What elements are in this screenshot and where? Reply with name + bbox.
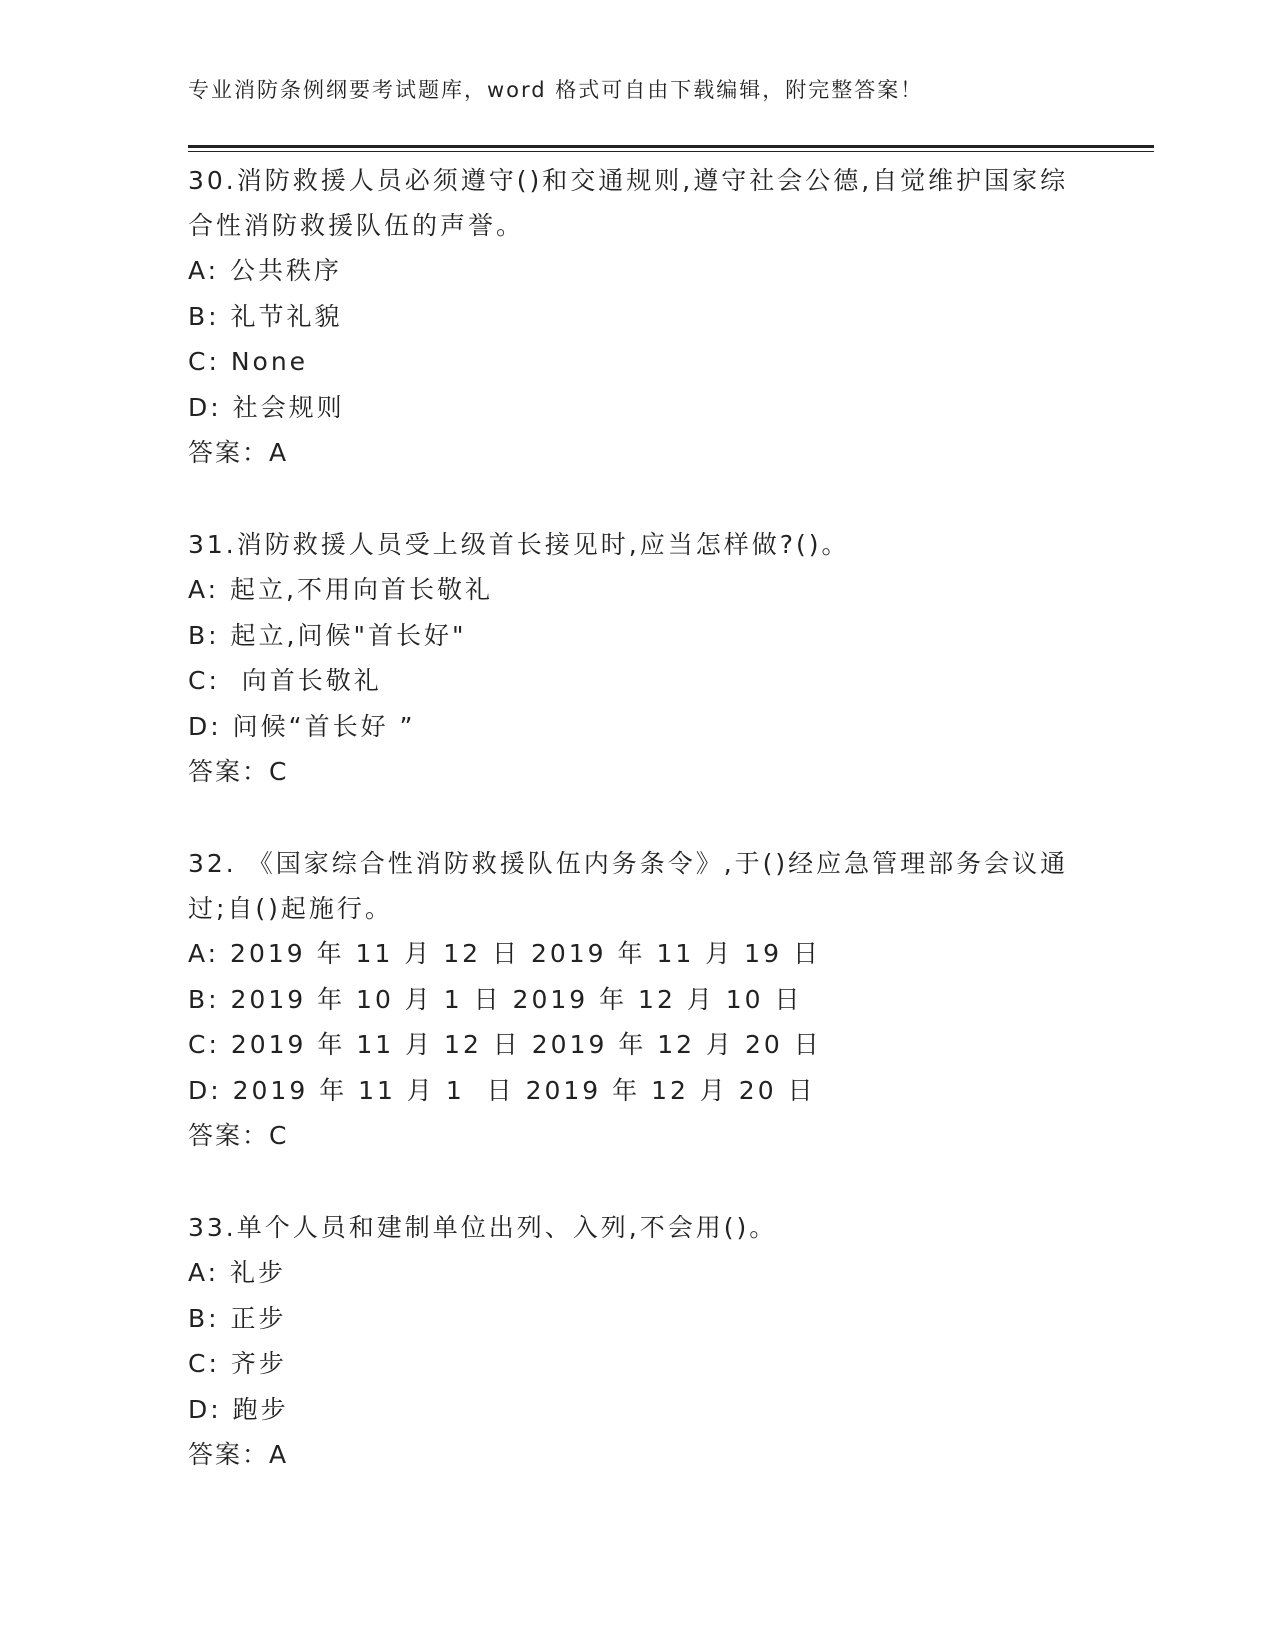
option-d: D: 2019 年 11 月 1 日 2019 年 12 月 20 日 [188, 1075, 816, 1105]
option-d: D: 跑步 [188, 1394, 289, 1424]
spacer [188, 1159, 1088, 1205]
page-header: 专业消防条例纲要考试题库，word 格式可自由下载编辑，附完整答案！ [188, 78, 924, 102]
option-a: A: 起立,不用向首长敬礼 [188, 575, 493, 604]
option-a: A: 礼步 [188, 1258, 287, 1287]
answer-line: 答案：A [188, 438, 289, 467]
header-rule-thin [188, 151, 1154, 152]
question-text: 31.消防救援人员受上级首长接见时,应当怎样做?()。 [188, 530, 850, 559]
option-b: B: 2019 年 10 月 1 日 2019 年 12 月 10 日 [188, 984, 803, 1014]
question-32 [188, 841, 1088, 1159]
option-c: C: 向首长敬礼 [188, 666, 382, 695]
spacer [188, 795, 1088, 841]
question-31 [188, 522, 1088, 795]
option-a: A: 公共秩序 [188, 256, 343, 285]
question-text: 33.单个人员和建制单位出列、入列,不会用()。 [188, 1213, 778, 1242]
question-30 [188, 158, 1088, 476]
spacer [188, 476, 1088, 522]
question-list [188, 158, 1088, 1478]
option-c: C: 2019 年 11 月 12 日 2019 年 12 月 20 日 [188, 1030, 822, 1059]
option-b: B: 正步 [188, 1303, 287, 1333]
question-33 [188, 1205, 1088, 1478]
question-text: 30.消防救援人员必须遵守()和交通规则,遵守社会公德,自觉维护国家综合性消防救援队伍的声誉。 [188, 166, 1069, 240]
answer-line: 答案：C [188, 757, 289, 786]
option-c: C: None [188, 347, 309, 376]
option-a: A: 2019 年 11 月 12 日 2019 年 11 月 19 日 [188, 939, 821, 968]
answer-line: 答案：A [188, 1440, 289, 1469]
option-d: D: 社会规则 [188, 392, 345, 422]
option-b: B: 起立,问候"首长好" [188, 620, 467, 650]
header-rule-thick [188, 145, 1154, 148]
option-b: B: 礼节礼貌 [188, 301, 343, 331]
answer-line: 答案：C [188, 1121, 289, 1150]
option-c: C: 齐步 [188, 1349, 287, 1378]
question-text: 32. 《国家综合性消防救援队伍内务条令》,于()经应急管理部务会议通过;自()起施行。 [188, 849, 1069, 923]
option-d: D: 问候“首长好 ” [188, 711, 416, 741]
